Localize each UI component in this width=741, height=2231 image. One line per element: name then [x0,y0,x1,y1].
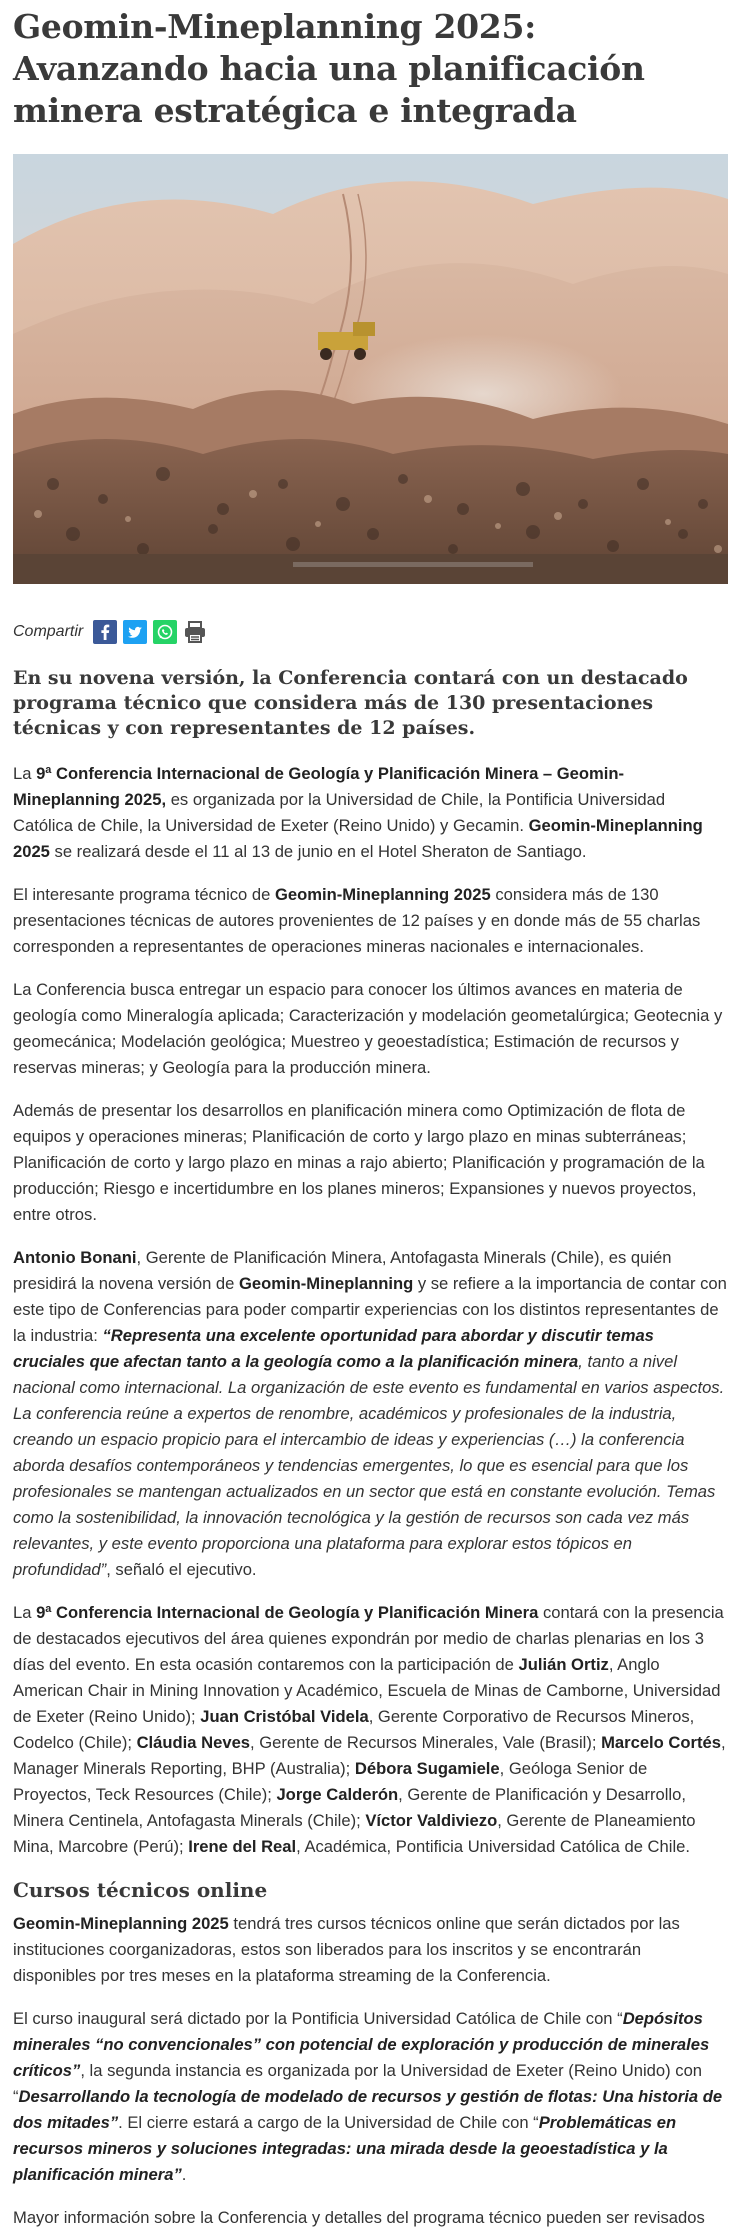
paragraph-5-quote: Antonio Bonani, Gerente de Planificación Minera, Antofagasta Minerals (Chile), es quién presidirá la novena versión de Geomin-Mineplanning y se refiere a la importancia de contar con este tipo de Conferencias para poder compartir experiencias con los distintos representantes de la industria: “Representa una excelente oportunidad para abordar y discutir temas cruciales que afectan tanto a la geología como a la planificación minera, tanto a nivel nacional como internacional. La organización de este evento es fundamental en varios aspectos. La conferencia reúne a expertos de renombre, académicos y profesionales de la industria, creando un espacio propicio para el intercambio de ideas y experiencias (…) la conferencia aborda desafíos contemporáneos y tendencias emergentes, lo que es esencial para que los profesionales se mantengan actualizados en un sector que está en constante evolución. Temas como la sostenibilidad, la innovación tecnológica y la gestión de recursos son cada vez más relevantes, y este evento proporciona una plataforma para explorar estos tópicos en profundidad”, señaló el ejecutivo. [13,1248,727,1579]
paragraph-8-courses: El curso inaugural será dictado por la Pontificia Universidad Católica de Chile con “Depósitos minerales “no convencionales” con potencial de exploración y producción de minerales críticos”, la segunda instancia es organizada por la Universidad de Exeter (Reino Unido) con “Desarrollando la tecnología de modelado de recursos y gestión de flotas: Una historia de dos mitades”. El cierre estará a cargo de la Universidad de Chile con “Problemáticas en recursos mineros y soluciones integradas: una mirada desde la geoestadística y la planificación minera”. [13,2009,723,2184]
share-label: Compartir [13,623,84,640]
share-bar [13,620,728,644]
article-lead: En su novena versión, la Conferencia contará con un destacado programa técnico que considera más de 130 presentaciones técnicas y con representantes de 12 países. [13,667,688,739]
twitter-icon[interactable] [123,620,147,644]
paragraph-7: Geomin-Mineplanning 2025 tendrá tres cursos técnicos online que serán dictados por las instituciones coorganizadoras, estos son liberados para los inscritos y se encontrarán disponibles por tres meses en la plataforma streaming de la Conferencia. [13,1914,680,1985]
article-title: Geomin-Mineplanning 2025: Avanzando hacia una planificación minera estratégica e integrada [13,7,645,130]
whatsapp-icon[interactable] [153,620,177,644]
section-heading-cursos: Cursos técnicos online [13,1878,268,1902]
paragraph-1: La 9ª Conferencia Internacional de Geología y Planificación Minera – Geomin-Mineplanning 2025, es organizada por la Universidad de Chile, la Pontificia Universidad Católica de Chile, la Universidad de Exeter (Reino Unido) y Gecamin. Geomin-Mineplanning 2025 se realizará desde el 11 al 13 de junio en el Hotel Sheraton de Santiago. [13,764,703,861]
paragraph-3: La Conferencia busca entregar un espacio para conocer los últimos avances en materia de geología como Mineralogía aplicada; Caracterización y modelación geometalúrgica; Geotecnia y geomecánica; Modelación geológica; Muestreo y geoestadística; Estimación de recursos y reservas mineras; y Geología para la producción minera. [13,980,723,1077]
hero-image [13,154,728,584]
paragraph-9: Mayor información sobre la Conferencia y detalles del programa técnico pueden ser revisados [13,2208,705,2227]
paragraph-6-speakers: La 9ª Conferencia Internacional de Geología y Planificación Minera contará con la presencia de destacados ejecutivos del área quienes expondrán por medio de charlas plenarias en los 3 días del evento. En esta ocasión contaremos con la participación de Julián Ortiz, Anglo American Chair in Mining Innovation y Académico, Escuela de Minas de Camborne, Universidad de Exeter (Reino Unido); Juan Cristóbal Videla, Gerente Corporativo de Recursos Mineros, Codelco (Chile); Cláudia Neves, Gerente de Recursos Minerales, Vale (Brasil); Marcelo Cortés, Manager Minerals Reporting, BHP (Australia); Débora Sugamiele, Geóloga Senior de Proyectos, Teck Resources (Chile); Jorge Calderón, Gerente de Planificación y Desarrollo, Minera Centinela, Antofagasta Minerals (Chile); Víctor Valdiviezo, Gerente de Planeamiento Mina, Marcobre (Perú); Irene del Real, Académica, Pontificia Universidad Católica de Chile. [13,1603,726,1856]
print-icon[interactable] [183,620,207,644]
paragraph-4: Además de presentar los desarrollos en planificación minera como Optimización de flota de equipos y operaciones mineras; Planificación de corto y largo plazo en minas subterráneas; Planificación de corto y largo plazo en minas a rajo abierto; Planificación y programación de la producción; Riesgo e incertidumbre en los planes mineros; Expansiones y nuevos proyectos, entre otros. [13,1101,705,1224]
paragraph-2: El interesante programa técnico de Geomin-Mineplanning 2025 considera más de 130 presentaciones técnicas de autores provenientes de 12 países y en donde más de 55 charlas corresponden a representantes de operaciones mineras nacionales e internacionales. [13,885,701,956]
article [0,6,741,2231]
facebook-icon[interactable] [93,620,117,644]
